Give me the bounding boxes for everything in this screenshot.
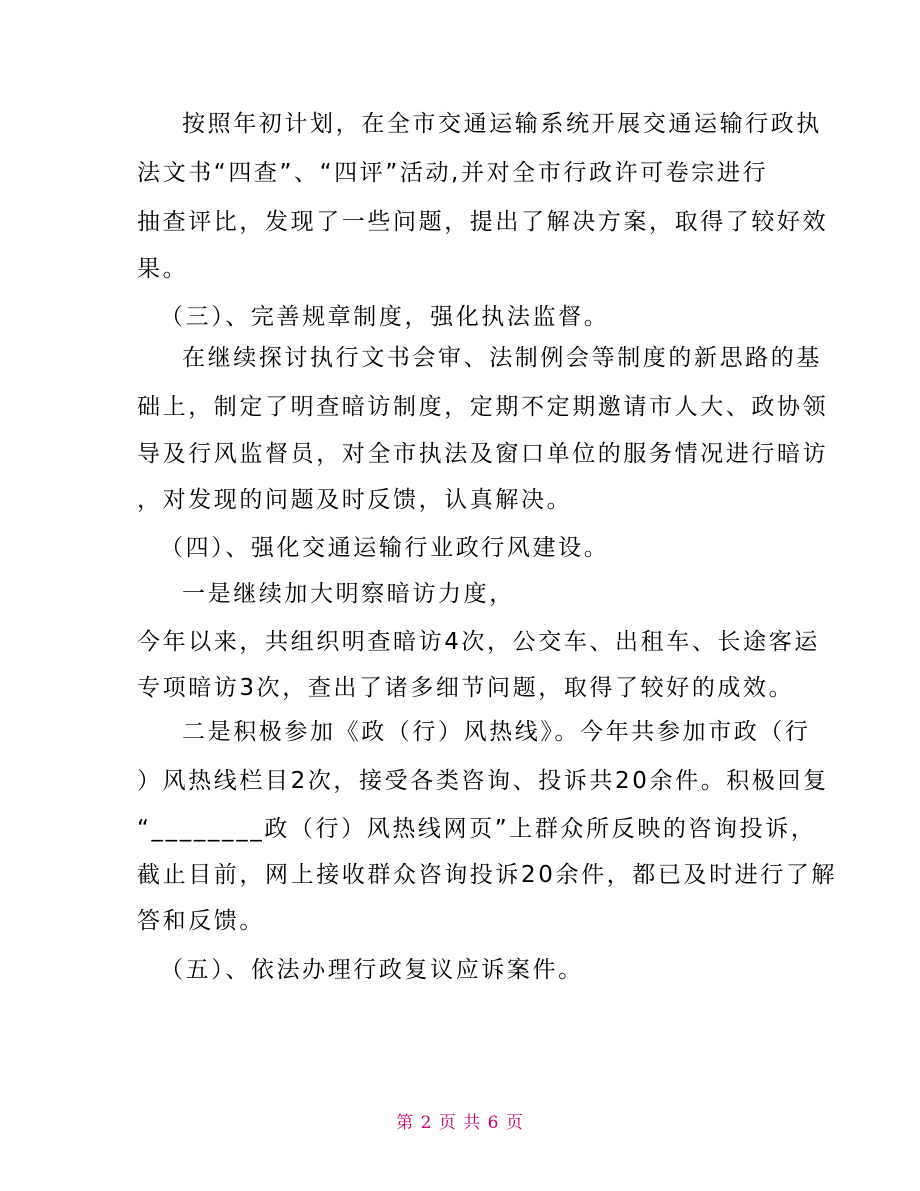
paragraph-line: 今年以来，共组织明查暗访4次，公交车、出租车、长途客运 xyxy=(137,629,820,655)
section-heading: （五）、依法办理行政复议应诉案件。 xyxy=(160,957,584,983)
paragraph-line: 截止目前，网上接收群众咨询投诉20余件，都已及时进行了解 xyxy=(137,862,838,888)
paragraph-line: 在继续探讨执行文书会审、法制例会等制度的新思路的基 xyxy=(182,345,822,371)
paragraph-line: 导及行风监督员，对全市执法及窗口单位的服务情况进行暗访 xyxy=(137,441,829,467)
paragraph-line: 二是积极参加《政（行）风热线》。今年共参加市政（行 xyxy=(182,719,811,745)
paragraph-line: 按照年初计划，在全市交通运输系统开展交通运输行政执 xyxy=(182,111,822,137)
paragraph-line: 法文书“四查”、“四评”活动,并对全市行政许可卷宗进行 xyxy=(137,160,769,186)
paragraph-line: “________政（行）风热线网页”上群众所反映的咨询投诉， xyxy=(137,816,817,842)
section-heading: （四）、强化交通运输行业政行风建设。 xyxy=(160,535,610,561)
paragraph-line: ，对发现的问题及时反馈，认真解决。 xyxy=(137,487,573,513)
paragraph-line: ）风热线栏目2次，接受各类咨询、投诉共20余件。积极回复 xyxy=(137,768,829,794)
paragraph-line: 一是继续加大明察暗访力度， xyxy=(182,581,515,607)
page-number-footer: 第 2 页 共 6 页 xyxy=(396,1113,524,1133)
paragraph-line: 专项暗访3次，查出了诸多细节问题，取得了较好的成效。 xyxy=(137,675,795,701)
paragraph-line: 础上，制定了明查暗访制度，定期不定期邀请市人大、政协领 xyxy=(137,394,829,420)
paragraph-line: 答和反馈。 xyxy=(137,908,265,934)
section-heading: （三）、完善规章制度，强化执法监督。 xyxy=(160,304,610,330)
paragraph-line: 果。 xyxy=(137,256,189,282)
paragraph-line: 抽查评比，发现了一些问题，提出了解决方案，取得了较好效 xyxy=(137,209,829,235)
